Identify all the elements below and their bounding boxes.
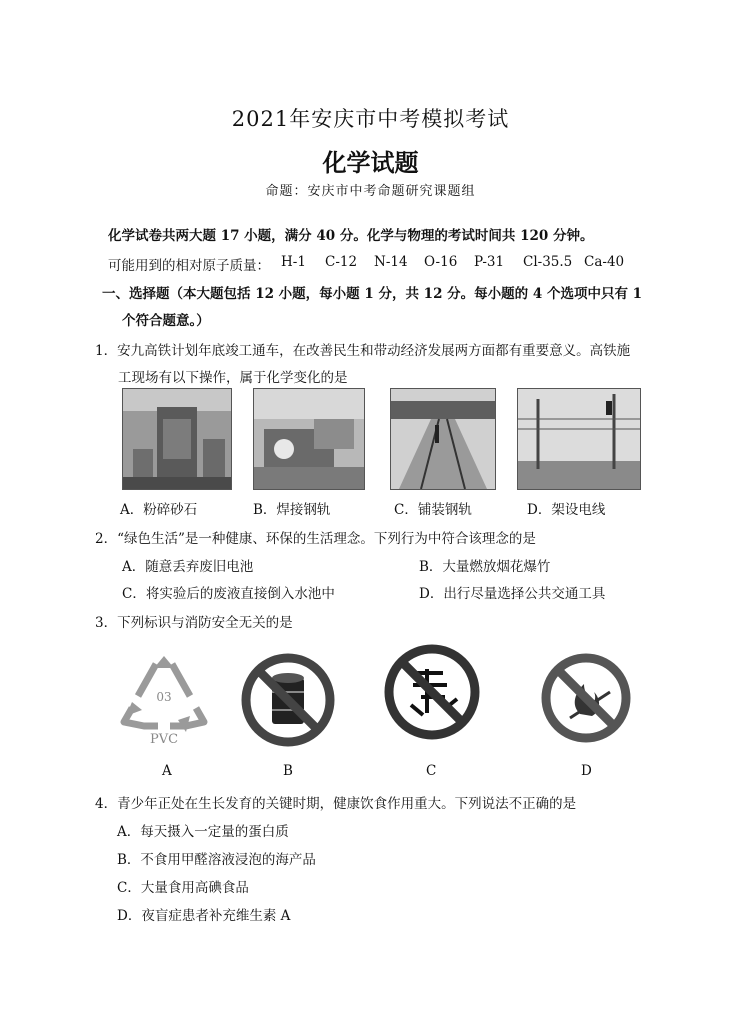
q1-stem-cont: 工现场有以下操作，属于化学变化的是 xyxy=(118,370,348,386)
q1-option-a: A．粉碎砂石 xyxy=(120,502,198,518)
q4-option-c: C．大量食用高碘食品 xyxy=(117,880,249,896)
recycle-code: 03 xyxy=(156,690,172,704)
q3-stem: 3．下列标识与消防安全无关的是 xyxy=(95,615,293,631)
q4-option-a: A．每天摄入一定量的蛋白质 xyxy=(117,824,289,840)
track-laying-photo xyxy=(390,388,496,490)
subject-title: 化学试题 xyxy=(322,149,419,177)
q4-stem: 4．青少年正处在生长发育的关键时期，健康饮食作用重大。下列说法不正确的是 xyxy=(95,796,577,812)
mass-n: N-14 xyxy=(374,254,408,270)
q4-option-b: B．不食用甲醛溶液浸泡的海产品 xyxy=(117,852,316,868)
q1-option-b: B．焊接钢轨 xyxy=(253,502,331,518)
recycle-pvc-icon xyxy=(118,652,210,748)
section-heading-cont: 个符合题意。） xyxy=(122,313,210,329)
intro-line: 化学试卷共两大题 17 小题，满分 40 分。化学与物理的考试时间共 120 分钟。 xyxy=(108,228,594,244)
mass-cl: Cl-35.5 xyxy=(523,254,573,270)
q3-label-a: A xyxy=(162,763,172,779)
mass-c: C-12 xyxy=(325,254,358,270)
mass-p: P-31 xyxy=(474,254,505,270)
q3-label-b: B xyxy=(283,763,293,779)
no-smoking-icon xyxy=(540,652,632,744)
section-heading: 一、选择题（本大题包括 12 小题，每小题 1 分，共 12 分。每小题的 4 个选项中只有 1 xyxy=(102,286,643,302)
q4-option-d: D．夜盲症患者补充维生素 A xyxy=(117,908,291,924)
q3-label-c: C xyxy=(426,763,437,779)
q1-option-c: C．铺装钢轨 xyxy=(394,502,472,518)
no-oil-drum-icon xyxy=(240,652,336,748)
q1-option-d: D．架设电线 xyxy=(527,502,606,518)
q2-option-d: D．出行尽量选择公共交通工具 xyxy=(419,586,606,602)
q3-label-d: D xyxy=(581,763,592,779)
q2-option-b: B．大量燃放烟花爆竹 xyxy=(419,559,551,575)
exam-title: 2021年安庆市中考模拟考试 xyxy=(231,107,510,131)
no-fireworks-icon xyxy=(383,643,481,741)
q2-stem: 2．“绿色生活”是一种健康、环保的生活理念。下列行为中符合该理念的是 xyxy=(95,531,536,547)
mass-ca: Ca-40 xyxy=(584,254,625,270)
wire-install-photo xyxy=(517,388,641,490)
crushing-photo xyxy=(122,388,232,490)
mass-h: H-1 xyxy=(281,254,306,270)
q2-option-c: C．将实验后的废液直接倒入水池中 xyxy=(122,586,335,602)
masses-label: 可能用到的相对原子质量： xyxy=(108,258,270,274)
setter-line: 命题：安庆市中考命题研究课题组 xyxy=(265,184,476,199)
q1-stem: 1．安九高铁计划年底竣工通车，在改善民生和带动经济发展两方面都有重要意义。高铁施 xyxy=(95,343,631,359)
q2-option-a: A．随意丢弃废旧电池 xyxy=(122,559,254,575)
recycle-text: PVC xyxy=(149,732,179,747)
mass-o: O-16 xyxy=(424,254,458,270)
welding-photo xyxy=(253,388,365,490)
